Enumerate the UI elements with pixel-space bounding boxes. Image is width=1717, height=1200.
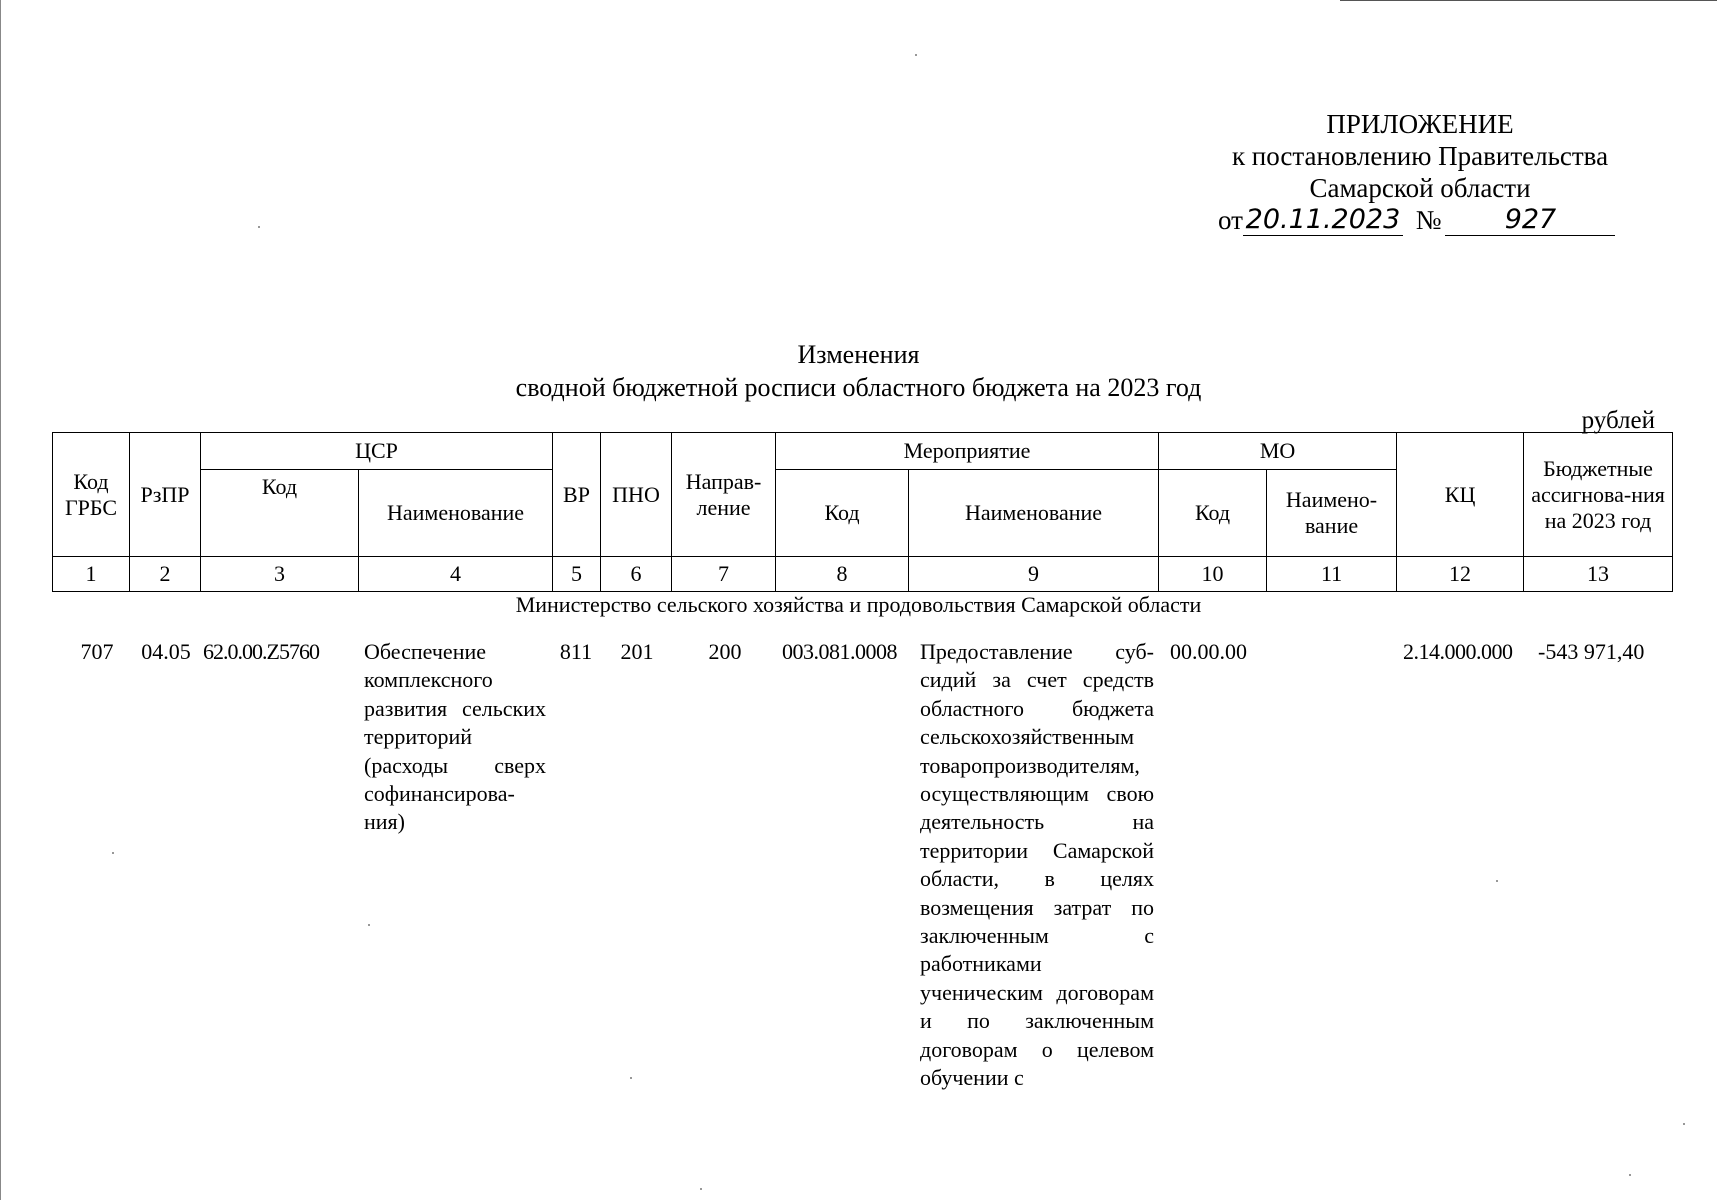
column-number: 8 bbox=[776, 557, 909, 592]
header-mo: МО bbox=[1159, 433, 1397, 470]
header-kc: КЦ bbox=[1397, 433, 1524, 557]
scan-speck bbox=[1496, 880, 1498, 882]
header-csr-code: Код bbox=[201, 470, 359, 557]
number-prefix: № bbox=[1415, 205, 1442, 235]
header-csr: ЦСР bbox=[201, 433, 553, 470]
row-rzpr: 04.05 bbox=[141, 639, 191, 664]
row-event-code: 003.081.0008 bbox=[782, 639, 897, 664]
column-number: 7 bbox=[672, 557, 776, 592]
row-csr-code: 62.0.00.Z5760 bbox=[203, 639, 319, 664]
header-event-code: Код bbox=[776, 470, 909, 557]
row-csr-name: Обеспечение комплексного развития сельских территорий (расходы сверх софинансирования) bbox=[364, 639, 546, 835]
header-direction: Направ-ление bbox=[672, 433, 776, 557]
header-budget: Бюджетные ассигнова-ния на 2023 год bbox=[1524, 433, 1673, 557]
header-event: Мероприятие bbox=[776, 433, 1159, 470]
column-number: 2 bbox=[130, 557, 201, 592]
appendix-block bbox=[1180, 108, 1660, 235]
appendix-line: к постановлению Правительства bbox=[1231, 141, 1609, 171]
appendix-line: Самарской области bbox=[1309, 173, 1531, 203]
header-csr-name: Наименование bbox=[359, 470, 553, 557]
handwritten-date: 20.11.2023 bbox=[1243, 205, 1403, 236]
appendix-heading: ПРИЛОЖЕНИЕ bbox=[1326, 109, 1514, 139]
row-event-name: Предоставление субсидий за счет средств областного бюджета сельскохозяйственным товаропроизводителям, осуществляющим свою деятельность на территории Самарской области, в целях возмещения затрат по заключенным с работниками ученическим договорам и по заключенным договорам о целевом обучении с bbox=[920, 639, 1154, 1091]
units-label: рублей bbox=[1581, 407, 1655, 434]
row-mo-code: 00.00.00 bbox=[1170, 639, 1247, 664]
section-heading: Министерство сельского хозяйства и продовольствия Самарской области bbox=[515, 592, 1202, 617]
row-pno: 201 bbox=[620, 639, 654, 664]
header-event-name: Наименование bbox=[909, 470, 1159, 557]
row-vr: 811 bbox=[559, 639, 593, 664]
header-vr: ВР bbox=[553, 433, 601, 557]
column-number: 10 bbox=[1159, 557, 1267, 592]
column-number: 1 bbox=[53, 557, 130, 592]
column-number: 13 bbox=[1524, 557, 1673, 592]
handwritten-number: 927 bbox=[1445, 205, 1615, 236]
column-number: 4 bbox=[359, 557, 553, 592]
column-number: 12 bbox=[1397, 557, 1524, 592]
scan-speck bbox=[258, 226, 260, 228]
column-number: 11 bbox=[1267, 557, 1397, 592]
appendix-date-row bbox=[1218, 204, 1668, 238]
scan-speck bbox=[1683, 1123, 1685, 1125]
header-mo-code: Код bbox=[1159, 470, 1267, 557]
document-subtitle: сводной бюджетной росписи областного бюджета на 2023 год bbox=[515, 373, 1202, 402]
scan-speck bbox=[915, 54, 917, 56]
column-number: 9 bbox=[909, 557, 1159, 592]
row-budget: -543 971,40 bbox=[1538, 639, 1645, 664]
row-grbs: 707 bbox=[80, 639, 114, 664]
row-kc: 2.14.000.000 bbox=[1403, 639, 1513, 664]
scan-speck bbox=[112, 852, 114, 854]
header-rzpr: РзПР bbox=[130, 433, 201, 557]
column-number: 5 bbox=[553, 557, 601, 592]
scan-speck bbox=[700, 1188, 702, 1190]
header-grbs: Код ГРБС bbox=[53, 433, 130, 557]
scan-speck bbox=[368, 924, 370, 926]
date-prefix: от bbox=[1218, 205, 1243, 235]
budget-table-header bbox=[52, 432, 1673, 592]
row-direction: 200 bbox=[708, 639, 742, 664]
scan-speck bbox=[630, 1077, 632, 1079]
scan-edge bbox=[1340, 0, 1717, 1]
column-number: 3 bbox=[201, 557, 359, 592]
header-mo-name: Наимено-вание bbox=[1267, 470, 1397, 557]
document-title: Изменения bbox=[797, 340, 920, 369]
scan-speck bbox=[1629, 1174, 1631, 1176]
header-pno: ПНО bbox=[601, 433, 672, 557]
column-number: 6 bbox=[601, 557, 672, 592]
